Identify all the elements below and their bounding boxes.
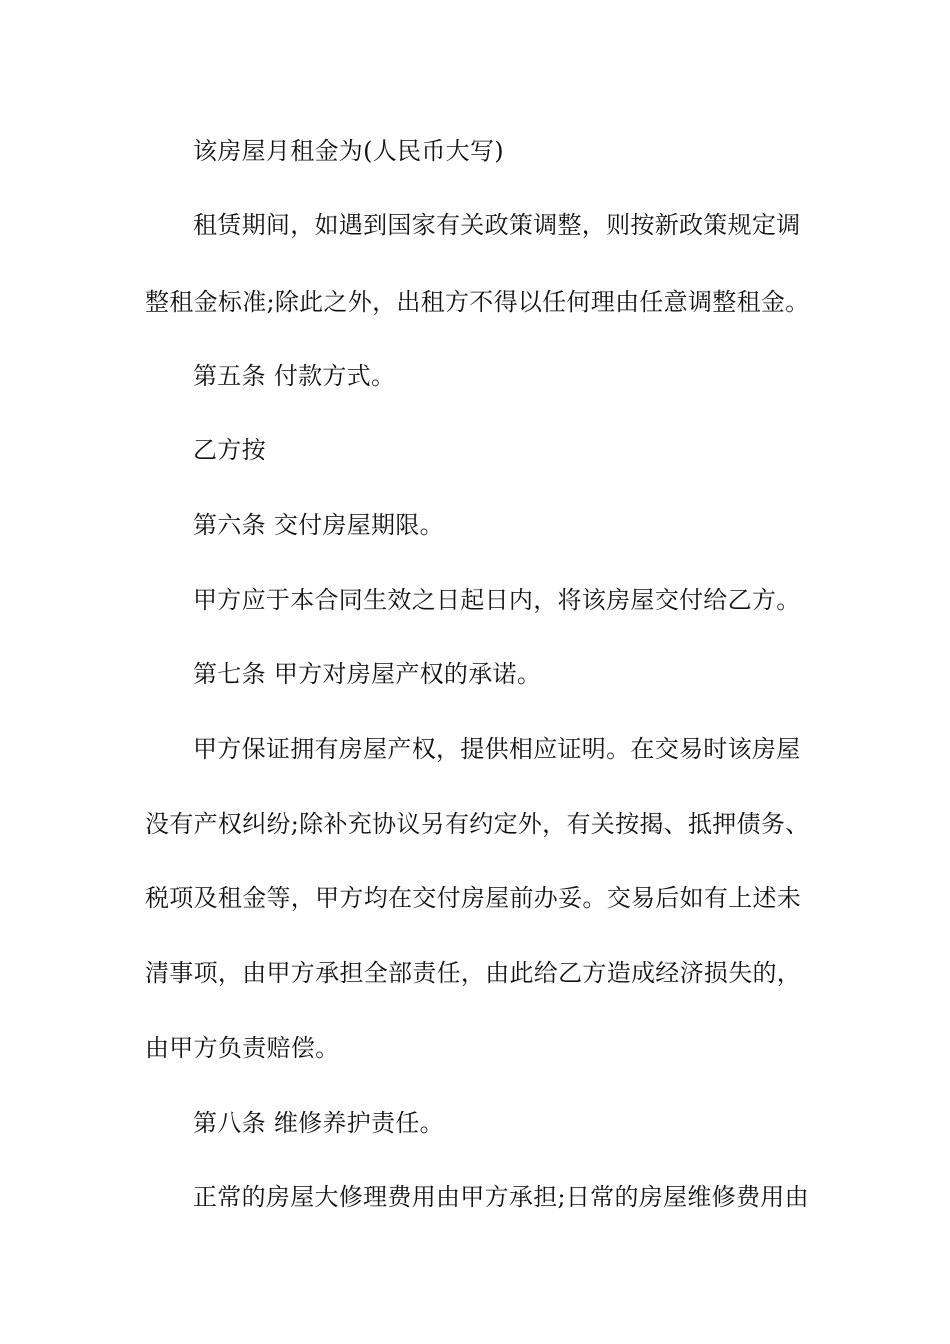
text-line-delivery: 甲方应于本合同生效之日起日内，将该房屋交付给乙方。 [193,586,801,614]
article-8-heading: 第八条 维修养护责任。 [193,1109,444,1137]
text-line-ownership-cont-4: 由甲方负责赔偿。 [145,1034,340,1062]
text-line-policy-adjust: 租赁期间，如遇到国家有关政策调整，则按新政策规定调 [193,211,801,239]
text-line-maintenance: 正常的房屋大修理费用由甲方承担;日常的房屋维修费用由 [193,1183,809,1211]
article-7-heading: 第七条 甲方对房屋产权的承诺。 [193,660,542,688]
article-6-heading: 第六条 交付房屋期限。 [193,511,444,539]
text-line-ownership-cont-3: 清事项，由甲方承担全部责任，由此给乙方造成经济损失的， [145,959,802,987]
text-line-ownership-cont-1: 没有产权纠纷;除补充协议另有约定外，有关按揭、抵押债务、 [145,810,810,838]
text-line-payment: 乙方按 [193,436,266,464]
article-5-heading: 第五条 付款方式。 [193,362,396,390]
text-line-policy-adjust-cont: 整租金标准;除此之外，出租方不得以任何理由任意调整租金。 [145,288,810,316]
text-line-rent-amount: 该房屋月租金为(人民币大写) [193,137,504,165]
text-line-ownership: 甲方保证拥有房屋产权，提供相应证明。在交易时该房屋 [193,735,801,763]
text-line-ownership-cont-2: 税项及租金等，甲方均在交付房屋前办妥。交易后如有上述未 [145,884,802,912]
